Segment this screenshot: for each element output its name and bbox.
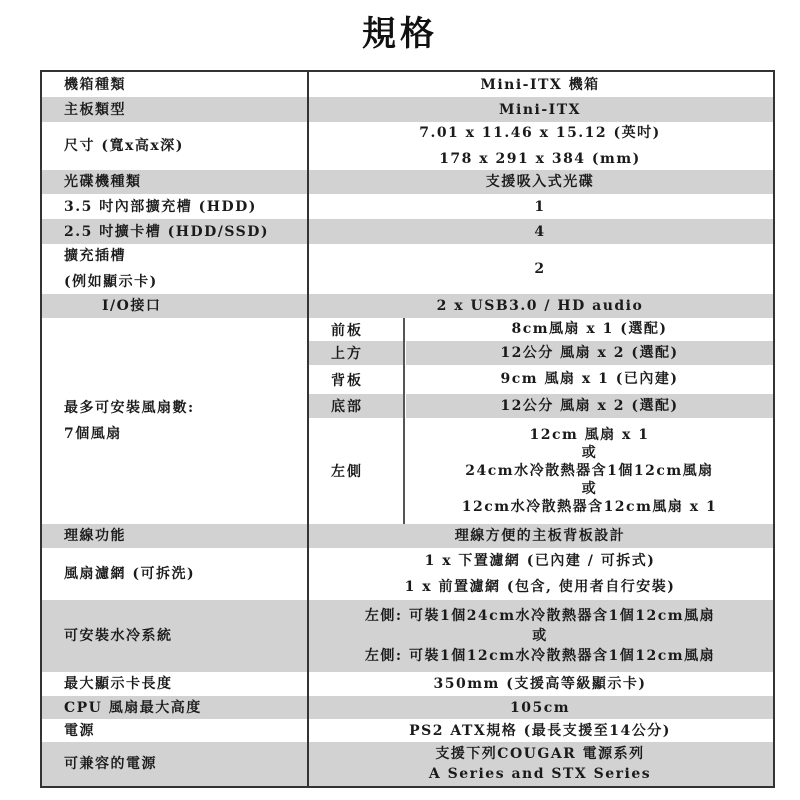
water-line1: 左側: 可裝1個24cm水冷散熱器含1個12cm風扇 [364, 608, 716, 624]
fans-label-line1: 最多可安裝風扇數: [64, 400, 195, 416]
gpu-value: 350mm (支援高等級顯示卡) [433, 676, 647, 692]
filter-label: 風扇濾網 (可拆洗) [64, 566, 196, 582]
filter-value [307, 548, 773, 600]
fan-left [309, 418, 773, 524]
psu-compat-line1: 支援下列COUGAR 電源系列 [435, 746, 645, 762]
fan-bottom-value: 12公分 風扇 x 2 (選配) [406, 394, 773, 418]
size-inch: 7.01 x 11.46 x 15.12 (英吋) [419, 125, 661, 141]
io-label: I/O接口 [42, 294, 307, 318]
hdd35-label: 3.5 吋內部擴充槽 (HDD) [64, 198, 257, 215]
expansion-value: 2 [534, 261, 546, 277]
fan-left-line3: 12cm水冷散熱器含12cm風扇 x 1 [461, 499, 718, 515]
io-value: 2 x USB3.0 / HD audio [307, 294, 773, 318]
fans-label-line2: 7個風扇 [64, 426, 122, 442]
hdd25-value: 4 [307, 219, 773, 244]
row-filter [42, 548, 773, 600]
row-mb-type [42, 97, 773, 122]
fan-top-value: 12公分 風扇 x 2 (選配) [406, 341, 773, 365]
fans-sub-divider [403, 318, 405, 524]
fan-left-value [406, 418, 773, 524]
fan-rear [309, 365, 773, 394]
case-type-label: 機箱種類 [64, 76, 126, 93]
size-value [307, 122, 773, 170]
cable-value: 理線方便的主板背板設計 [307, 524, 773, 548]
row-cpu [42, 696, 773, 719]
fan-bottom [309, 394, 773, 418]
row-io [42, 294, 773, 318]
hdd25-label: 2.5 吋擴卡槽 (HDD/SSD) [42, 219, 307, 244]
fan-front-value: 8cm風扇 x 1 (選配) [511, 321, 668, 337]
row-case-type [42, 72, 773, 97]
water-line2: 左側: 可裝1個12cm水冷散熱器含1個12cm風扇 [364, 648, 716, 664]
case-type-value: Mini-ITX 機箱 [480, 76, 600, 93]
expansion-label-line2: (例如顯示卡) [64, 274, 158, 290]
fan-left-or1: 或 [581, 445, 598, 461]
row-cable [42, 524, 773, 548]
cable-label: 理線功能 [42, 524, 307, 548]
column-divider [307, 72, 309, 786]
fans-label [42, 318, 307, 524]
expansion-label-line1: 擴充插槽 [64, 248, 126, 264]
page-title: 規格 [362, 14, 438, 54]
psu-compat-line2: A Series and STX Series [428, 766, 652, 782]
odd-value: 支援吸入式光碟 [307, 170, 773, 194]
fan-left-or2: 或 [581, 481, 598, 497]
fan-front-pos: 前板 [331, 322, 363, 339]
filter-line1: 1 x 下置濾網 (已內建 / 可拆式) [424, 553, 656, 569]
cpu-value: 105cm [307, 696, 773, 719]
row-psu [42, 719, 773, 742]
fan-bottom-pos: 底部 [309, 394, 404, 418]
psu-value: PS2 ATX規格 (最長支援至14公分) [409, 722, 671, 739]
water-or: 或 [532, 628, 548, 644]
expansion-label [42, 244, 307, 294]
psu-label: 電源 [64, 722, 95, 739]
psu-compat-label: 可兼容的電源 [42, 742, 307, 786]
fan-left-pos: 左側 [331, 464, 363, 480]
row-size [42, 122, 773, 170]
fan-rear-value: 9cm 風扇 x 1 (已內建) [500, 371, 679, 387]
row-hdd35 [42, 194, 773, 219]
fan-left-line1: 12cm 風扇 x 1 [529, 427, 650, 443]
row-odd [42, 170, 773, 194]
filter-line2: 1 x 前置濾網 (包含, 使用者自行安裝) [404, 579, 676, 595]
row-psu-compat [42, 742, 773, 786]
water-label: 可安裝水冷系統 [42, 600, 307, 672]
fan-top-pos: 上方 [309, 341, 404, 365]
hdd35-value: 1 [534, 198, 546, 215]
psu-compat-value [307, 742, 773, 786]
fan-front [309, 318, 773, 341]
odd-label: 光碟機種類 [42, 170, 307, 194]
row-gpu [42, 672, 773, 696]
cpu-label: CPU 風扇最大高度 [42, 696, 307, 719]
mb-type-value: Mini-ITX [307, 97, 773, 122]
fan-left-line2: 24cm水冷散熱器含1個12cm風扇 [465, 463, 714, 479]
mb-type-label: 主板類型 [42, 97, 307, 122]
row-hdd25 [42, 219, 773, 244]
fan-rear-pos: 背板 [331, 372, 363, 389]
row-expansion [42, 244, 773, 294]
water-value [307, 600, 773, 672]
fan-top [309, 341, 773, 365]
gpu-label: 最大顯示卡長度 [64, 676, 173, 692]
row-water [42, 600, 773, 672]
size-label: 尺寸 (寬x高x深) [64, 138, 184, 154]
size-mm: 178 x 291 x 384 (mm) [439, 151, 641, 167]
